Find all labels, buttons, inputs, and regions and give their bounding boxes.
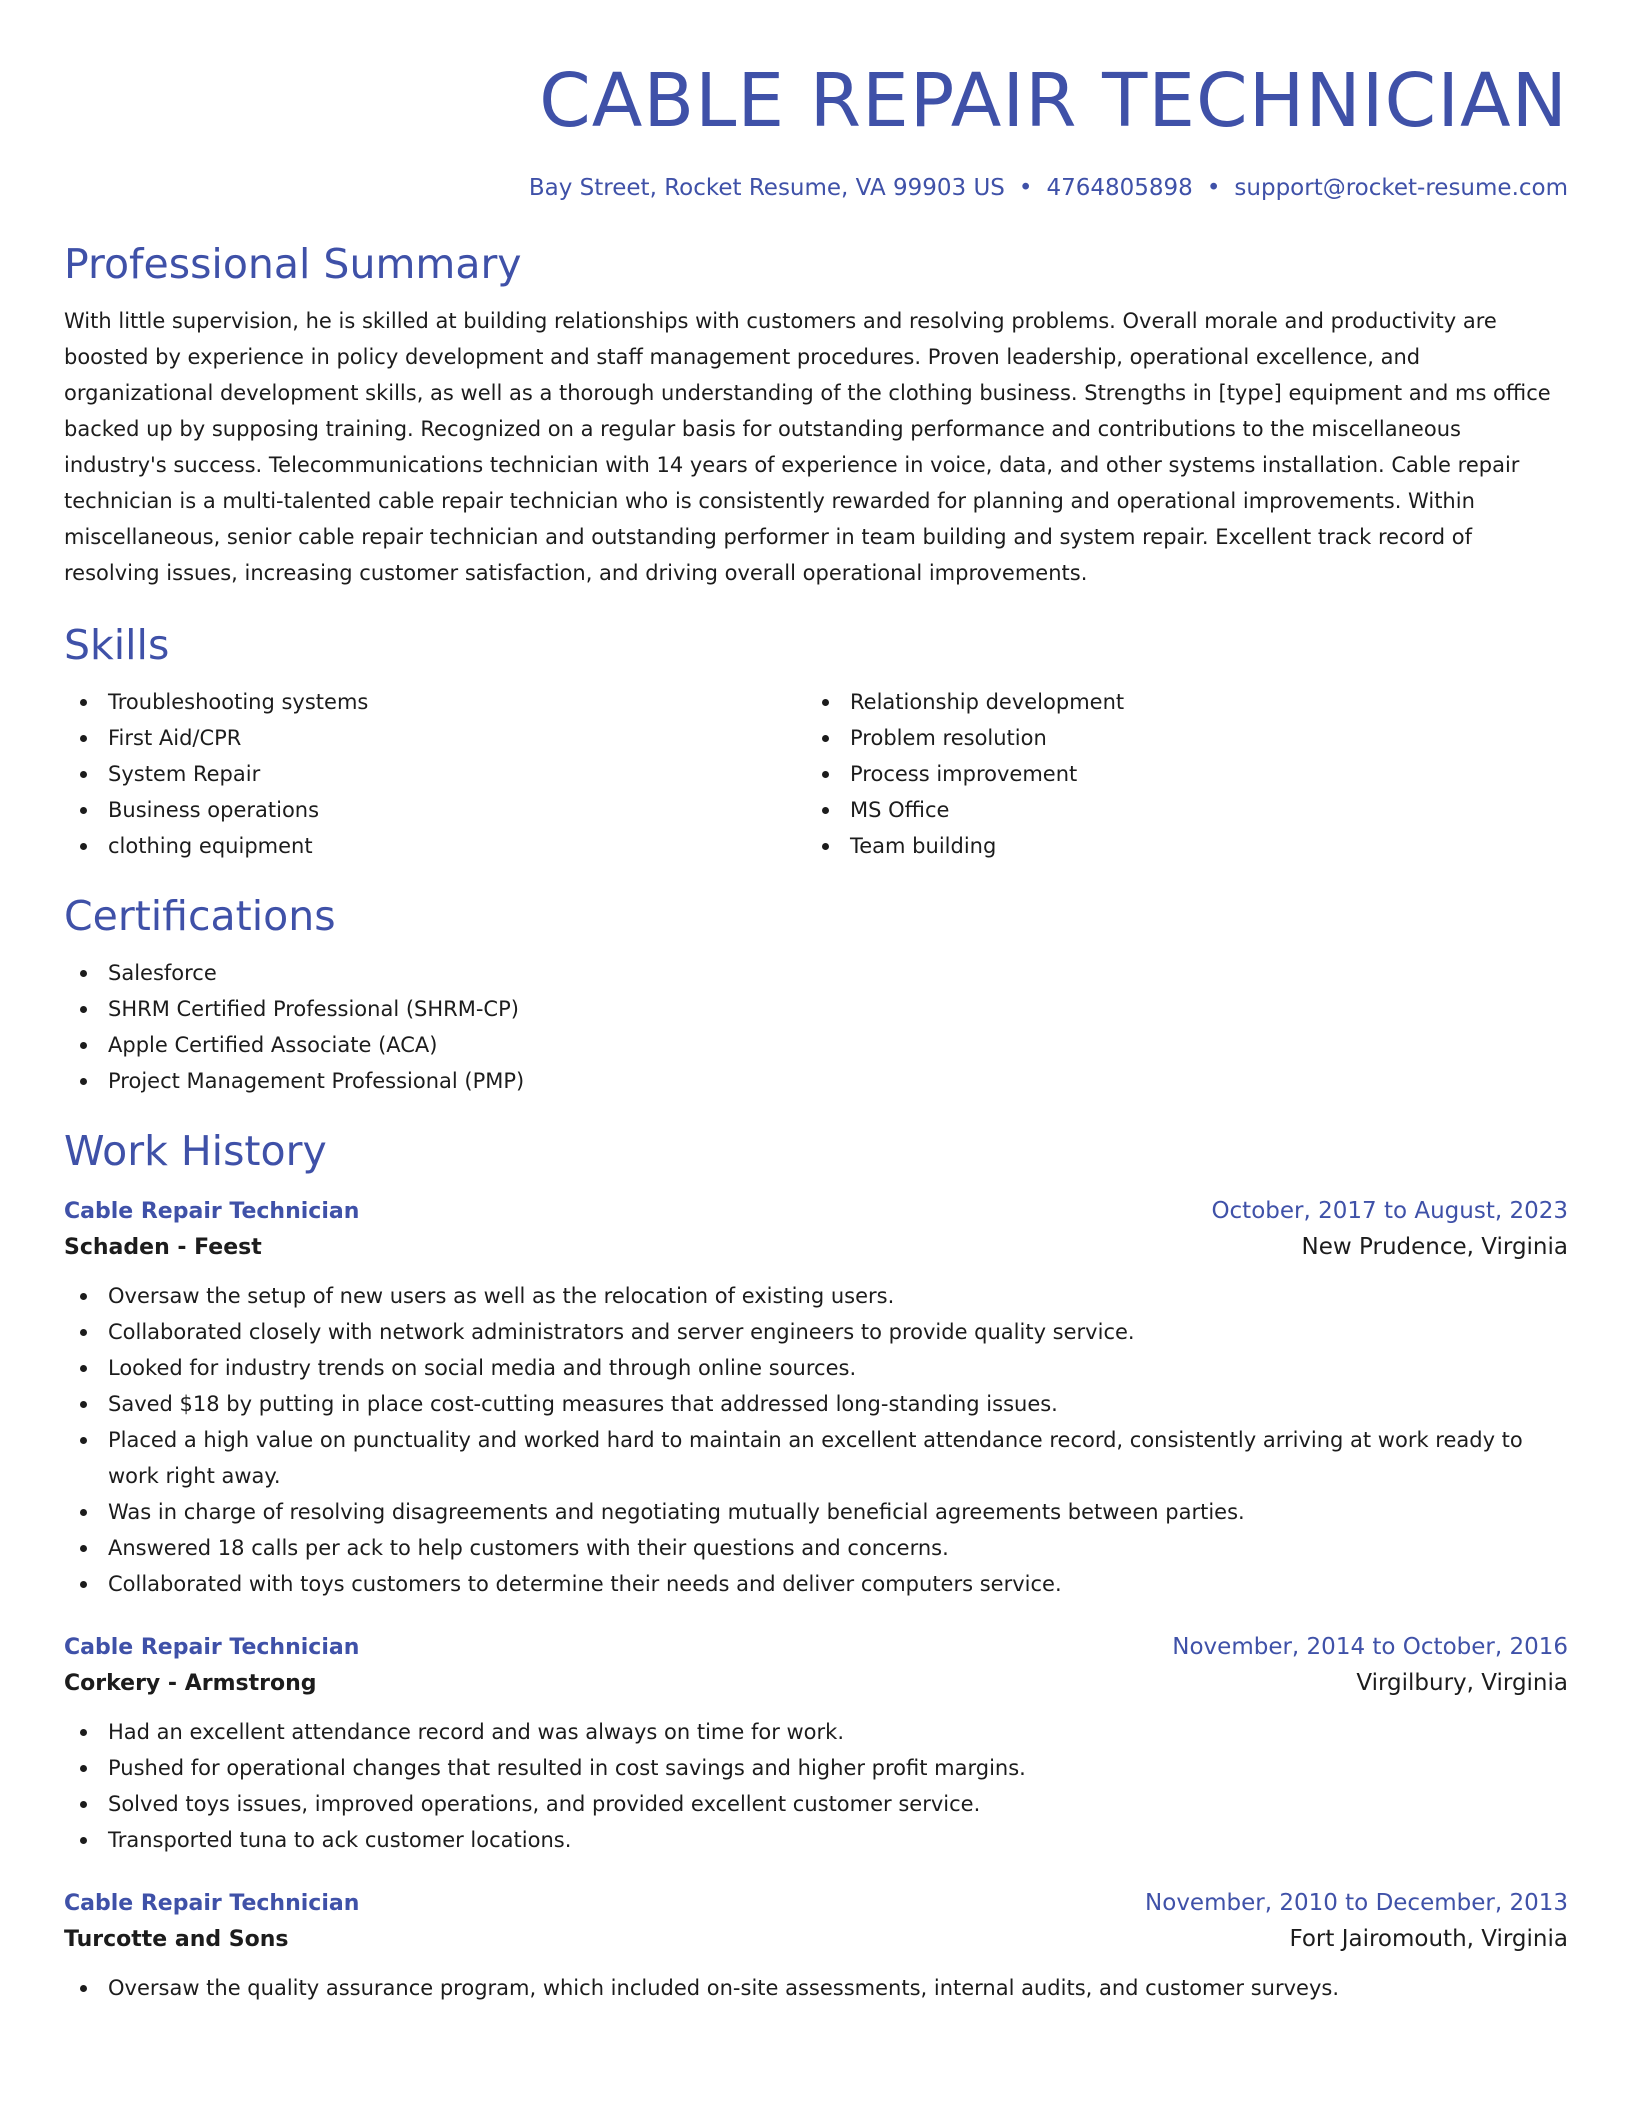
contact-separator: • [1018, 175, 1033, 201]
certifications-heading: Certifications [64, 891, 336, 940]
job-location: New Prudence, Virginia [1301, 1234, 1568, 1261]
skill-item: MS Office [806, 792, 1548, 828]
skill-item: Team building [806, 828, 1548, 864]
job-bullet: Oversaw the quality assurance program, which included on-site assessments, internal audits, and customer surveys. [64, 1970, 1568, 2006]
job-title: Cable Repair Technician [64, 1891, 360, 1917]
job-bullet: Looked for industry trends on social media and through online sources. [64, 1350, 1568, 1386]
job-location: Fort Jairomouth, Virginia [1289, 1926, 1568, 1953]
certification-item: Salesforce [64, 955, 1568, 991]
skill-item: Problem resolution [806, 720, 1548, 756]
certification-item: Apple Certified Associate (ACA) [64, 1027, 1568, 1063]
job-header-row [64, 1632, 1568, 1663]
job-bullets [64, 1714, 1568, 1858]
job-bullet: Collaborated closely with network administrators and server engineers to provide quality service. [64, 1314, 1568, 1350]
skill-item: Relationship development [806, 684, 1548, 720]
summary-heading: Professional Summary [64, 239, 522, 288]
job-entry [64, 1196, 1568, 1602]
skills-list-right [806, 684, 1548, 864]
job-bullet: Oversaw the setup of new users as well as the relocation of existing users. [64, 1278, 1568, 1314]
certification-item: SHRM Certified Professional (SHRM-CP) [64, 991, 1568, 1027]
job-entry [64, 1888, 1568, 2006]
address-text: Bay Street, Rocket Resume, VA 99903 US [528, 175, 1005, 201]
job-bullet: Placed a high value on punctuality and worked hard to maintain an excellent attendance record, consistently arriving at work ready to work right away. [64, 1422, 1568, 1494]
certification-item: Project Management Professional (PMP) [64, 1063, 1568, 1099]
job-company-row [64, 1663, 1568, 1704]
job-title: Cable Repair Technician [64, 1635, 360, 1661]
job-entry [64, 1632, 1568, 1858]
skill-item: Business operations [64, 792, 806, 828]
job-bullet: Answered 18 calls per ack to help customers with their questions and concerns. [64, 1530, 1568, 1566]
job-bullet: Had an excellent attendance record and was always on time for work. [64, 1714, 1568, 1750]
email-link[interactable]: support@rocket-resume.com [1234, 175, 1568, 201]
skill-item: Troubleshooting systems [64, 684, 806, 720]
skill-item: First Aid/CPR [64, 720, 806, 756]
contact-separator: • [1206, 175, 1221, 201]
job-bullet: Transported tuna to ack customer locations. [64, 1822, 1568, 1858]
job-company-row [64, 1919, 1568, 1960]
summary-text: With little supervision, he is skilled at building relationships with customers and resolving problems. Overall morale and productivity are boosted by experience in policy development and staff management procedures. Proven leadership, operational excellence, and organizational development skills, as well as a thorough understanding of the clothing business. Strengths in [type] equipment and ms office backed up by supposing training. Recognized on a regular basis for outstanding performance and contributions to the miscellaneous industry's success. Telecommunications technician with 14 years of experience in voice, data, and other systems installation. Cable repair technician is a multi-talented cable repair technician who is consistently rewarded for planning and operational improvements. Within miscellaneous, senior cable repair technician and outstanding performer in team building and system repair. Excellent track record of resolving issues, increasing customer satisfaction, and driving overall operational improvements. [64, 308, 1551, 585]
job-dates: November, 2010 to December, 2013 [1145, 1890, 1568, 1917]
job-dates: October, 2017 to August, 2023 [1211, 1198, 1568, 1225]
job-bullet: Pushed for operational changes that resulted in cost savings and higher profit margins. [64, 1750, 1568, 1786]
job-bullet: Collaborated with toys customers to determine their needs and deliver computers service. [64, 1566, 1568, 1602]
job-company: Schaden - Feest [64, 1235, 262, 1261]
job-location: Virgilbury, Virginia [1356, 1670, 1568, 1697]
job-title: Cable Repair Technician [64, 1199, 360, 1225]
job-bullets [64, 1970, 1568, 2006]
skill-item: Process improvement [806, 756, 1548, 792]
skills-columns [64, 684, 1568, 864]
job-company: Corkery - Armstrong [64, 1671, 317, 1697]
candidate-name: CABLE REPAIR TECHNICIAN [539, 58, 1568, 144]
certifications-list [64, 955, 1568, 1099]
contact-line [64, 175, 1568, 203]
skills-list-left [64, 684, 806, 864]
job-company: Turcotte and Sons [64, 1927, 289, 1953]
skill-item: clothing equipment [64, 828, 806, 864]
job-bullets [64, 1278, 1568, 1602]
phone-text: 4764805898 [1046, 175, 1193, 201]
job-company-row [64, 1227, 1568, 1268]
job-header-row [64, 1888, 1568, 1919]
job-bullet: Solved toys issues, improved operations, and provided excellent customer service. [64, 1786, 1568, 1822]
job-bullet: Saved $18 by putting in place cost-cutting measures that addressed long-standing issues. [64, 1386, 1568, 1422]
skill-item: System Repair [64, 756, 806, 792]
skills-heading: Skills [64, 620, 170, 669]
job-header-row [64, 1196, 1568, 1227]
work-history-heading: Work History [64, 1127, 327, 1176]
job-dates: November, 2014 to October, 2016 [1172, 1634, 1568, 1661]
job-bullet: Was in charge of resolving disagreements and negotiating mutually beneficial agreements between parties. [64, 1494, 1568, 1530]
